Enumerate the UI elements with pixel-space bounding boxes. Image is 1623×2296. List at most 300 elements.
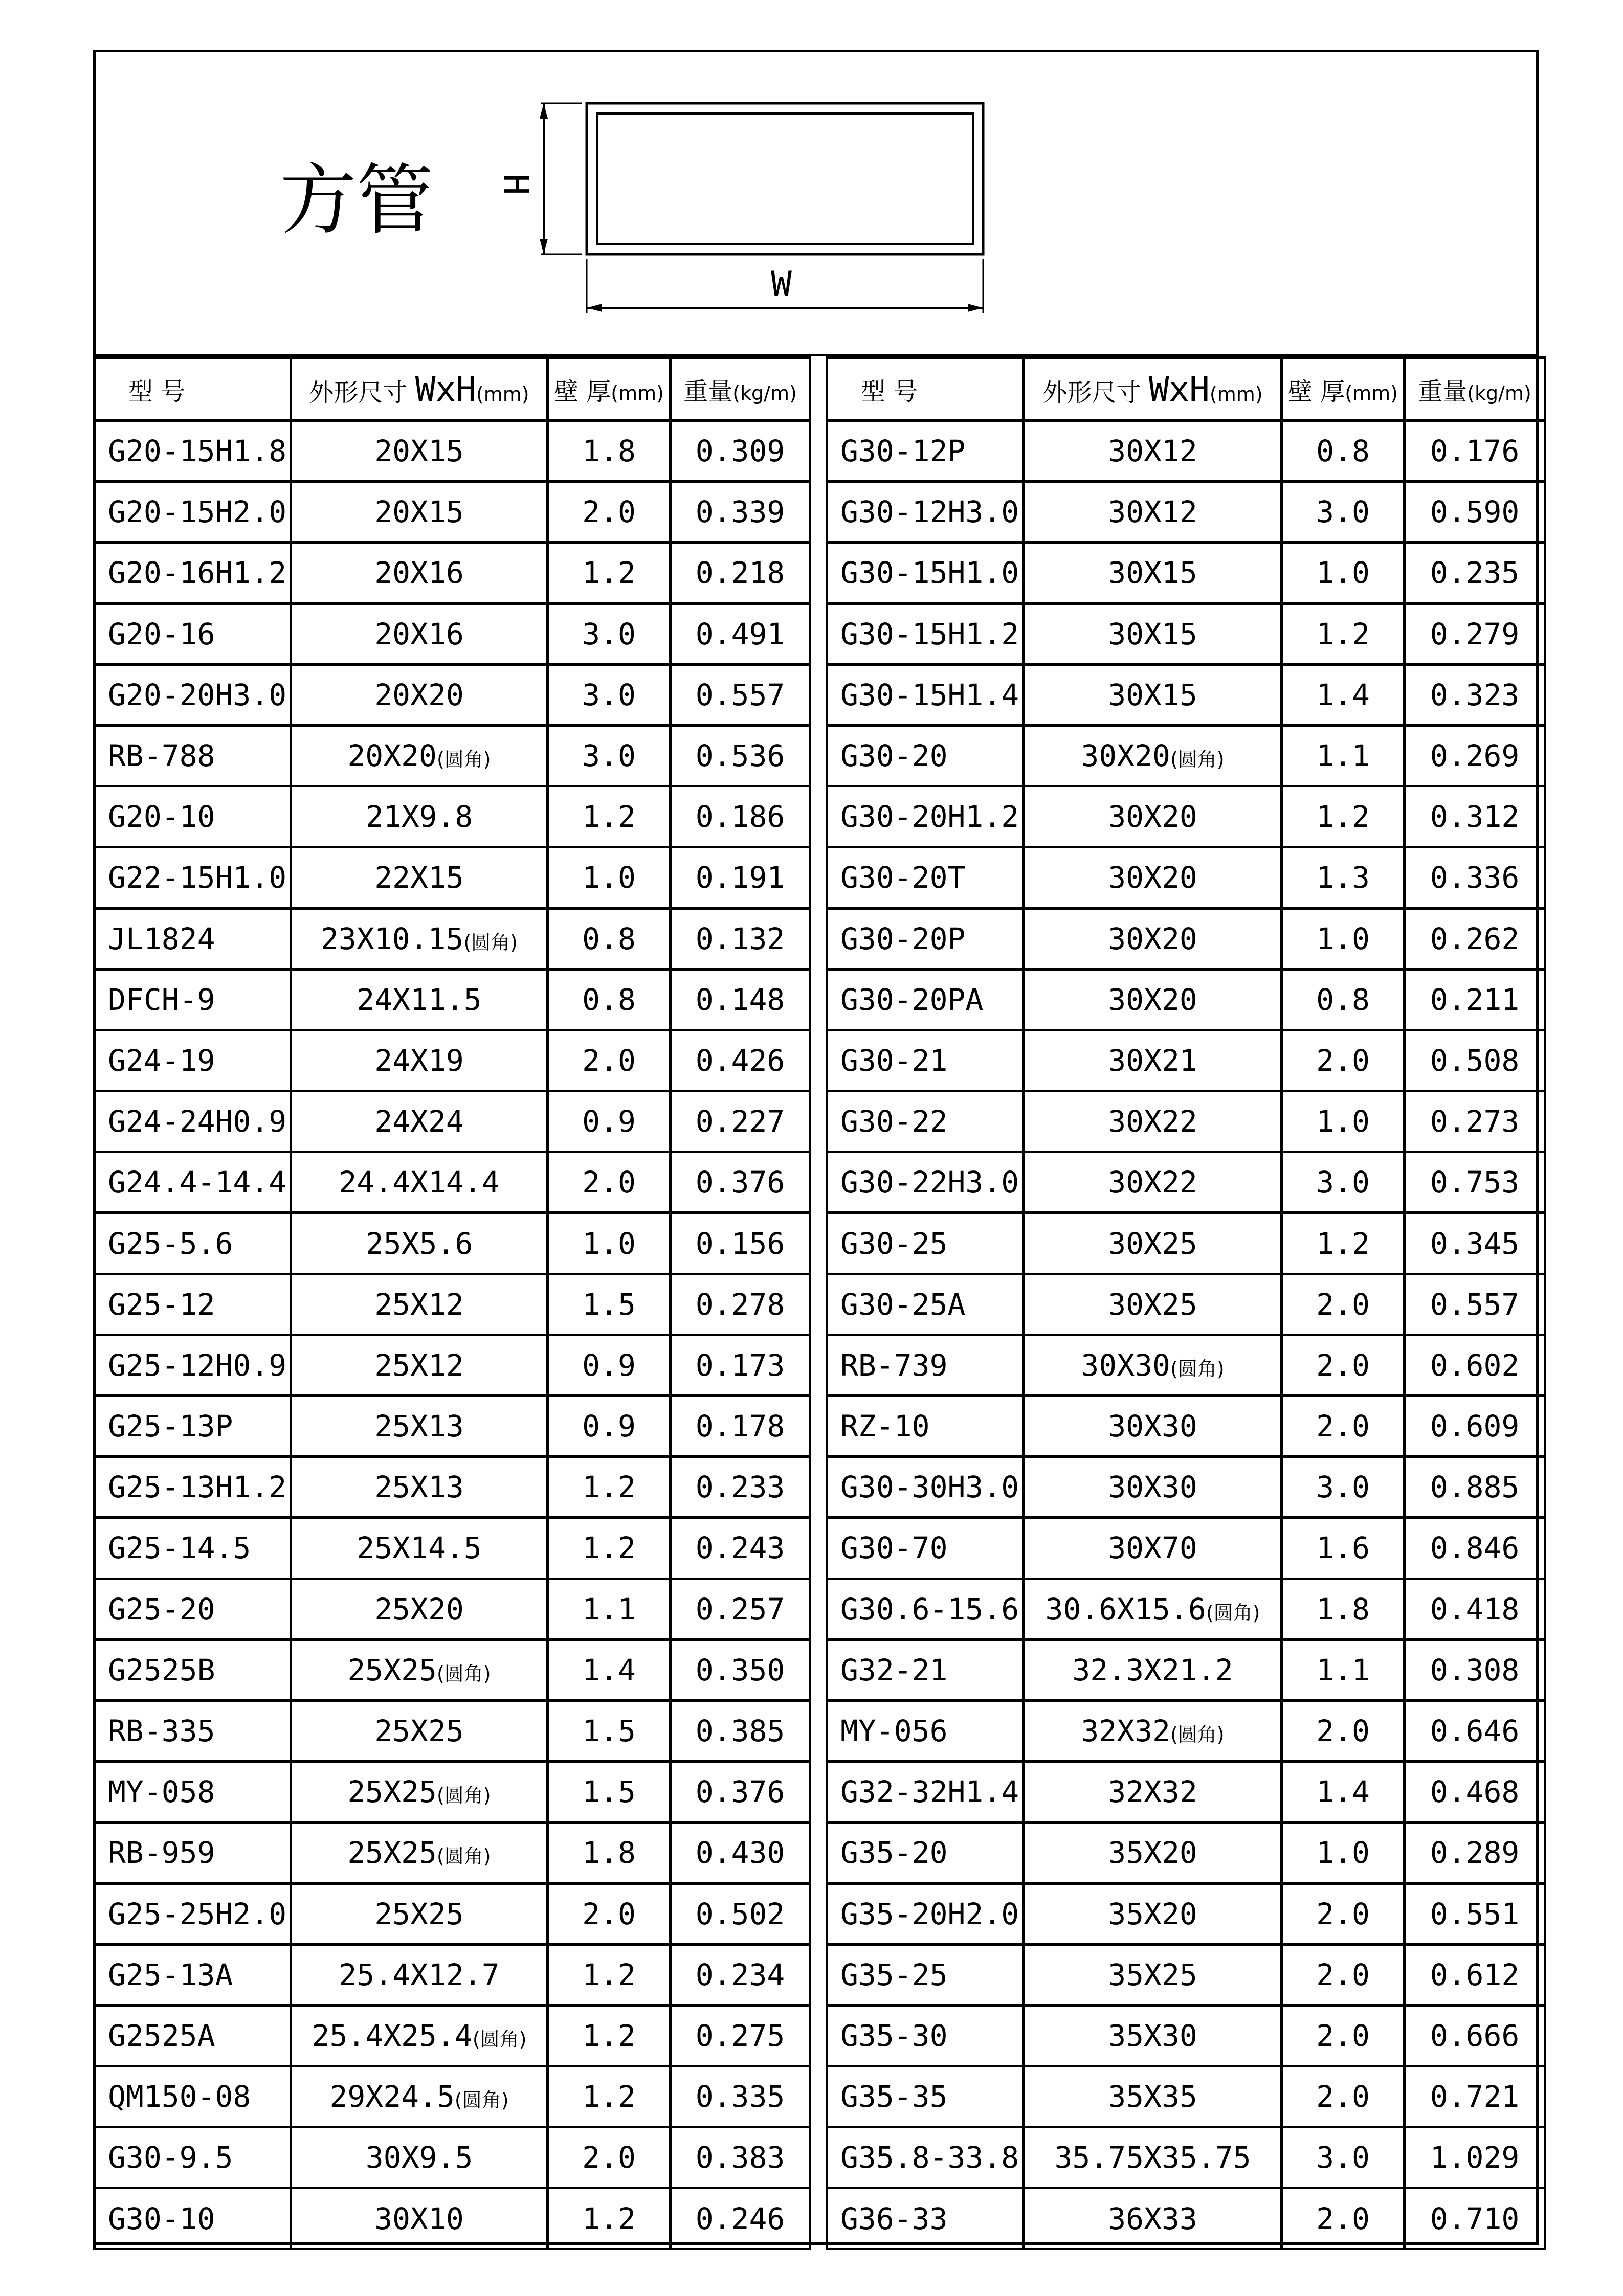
thickness-cell: 2.0 [1282, 1396, 1405, 1457]
model-cell: G32-21 [827, 1639, 1024, 1700]
size-cell: 25X13 [291, 1396, 548, 1457]
size-cell: 35X20 [1024, 1822, 1282, 1883]
model-cell: G30-20T [827, 847, 1024, 908]
table-row [95, 1396, 810, 1457]
weight-cell: 0.335 [671, 2066, 810, 2127]
size-cell: 20X20 [291, 664, 548, 725]
weight-cell: 0.430 [671, 1822, 810, 1883]
size-cell: 35X30 [1024, 2005, 1282, 2066]
weight-cell: 0.350 [671, 1639, 810, 1700]
weight-cell: 0.246 [671, 2188, 810, 2249]
thickness-cell: 1.8 [1282, 1579, 1405, 1639]
spec-tables [96, 356, 1536, 2247]
thickness-cell: 1.4 [1282, 664, 1405, 725]
weight-cell: 0.846 [1405, 1518, 1545, 1579]
table-row [827, 786, 1545, 847]
table-row [95, 1944, 810, 2005]
size-cell: 30X25 [1024, 1213, 1282, 1274]
weight-cell: 0.309 [671, 421, 810, 482]
thickness-cell: 2.0 [548, 1883, 671, 1944]
table-row [95, 1152, 810, 1213]
weight-cell: 0.176 [1405, 421, 1545, 482]
thickness-cell: 1.0 [1282, 908, 1405, 969]
thickness-cell: 1.4 [548, 1639, 671, 1700]
size-cell: 25X25 [291, 1883, 548, 1944]
weight-cell: 0.502 [671, 1883, 810, 1944]
model-cell: RB-788 [95, 725, 291, 786]
thickness-cell: 1.2 [548, 2066, 671, 2127]
thickness-cell: 1.2 [1282, 603, 1405, 664]
thickness-cell: 3.0 [1282, 2127, 1405, 2188]
table-row [827, 847, 1545, 908]
model-cell: G30-15H1.0 [827, 543, 1024, 603]
thickness-cell: 3.0 [1282, 482, 1405, 543]
round-corner-note: (圆角) [1206, 1601, 1260, 1624]
size-cell: 32.3X21.2 [1024, 1639, 1282, 1700]
right-spec-table [826, 356, 1546, 2250]
left-spec-table [93, 356, 811, 2250]
model-cell: RB-959 [95, 1822, 291, 1883]
model-cell: G24-24H0.9 [95, 1091, 291, 1152]
weight-cell: 0.257 [671, 1579, 810, 1639]
thickness-cell: 1.0 [1282, 543, 1405, 603]
model-cell: G20-16H1.2 [95, 543, 291, 603]
thickness-cell: 1.2 [548, 786, 671, 847]
weight-cell: 0.339 [671, 482, 810, 543]
size-cell: 25X13 [291, 1457, 548, 1518]
thickness-cell: 2.0 [548, 482, 671, 543]
weight-cell: 0.468 [1405, 1762, 1545, 1822]
model-cell: RB-335 [95, 1700, 291, 1761]
thickness-cell: 1.2 [548, 1518, 671, 1579]
table-row [95, 1579, 810, 1639]
size-cell: 35X25 [1024, 1944, 1282, 2005]
thickness-cell: 0.9 [548, 1396, 671, 1457]
thickness-cell: 2.0 [1282, 2005, 1405, 2066]
table-row [95, 725, 810, 786]
table-row [95, 1822, 810, 1883]
thickness-cell: 1.4 [1282, 1762, 1405, 1822]
model-cell: JL1824 [95, 908, 291, 969]
size-cell: 30X10 [291, 2188, 548, 2249]
round-corner-note: (圆角) [454, 2089, 509, 2112]
size-cell: 25X14.5 [291, 1518, 548, 1579]
thickness-cell: 0.8 [1282, 421, 1405, 482]
size-cell: 20X16 [291, 603, 548, 664]
weight-cell: 0.211 [1405, 969, 1545, 1030]
header-weight: 重量(kg/m) [671, 358, 810, 421]
header-thickness: 壁 厚(mm) [548, 358, 671, 421]
thickness-cell: 1.8 [548, 1822, 671, 1883]
model-cell: G25-20 [95, 1579, 291, 1639]
model-cell: G2525B [95, 1639, 291, 1700]
thickness-cell: 0.8 [548, 969, 671, 1030]
table-row [827, 1579, 1545, 1639]
size-cell: 35.75X35.75 [1024, 2127, 1282, 2188]
size-cell: 32X32 [1024, 1762, 1282, 1822]
model-cell: G30-15H1.4 [827, 664, 1024, 725]
table-row [827, 1700, 1545, 1761]
thickness-cell: 0.9 [548, 1091, 671, 1152]
thickness-cell: 2.0 [1282, 2188, 1405, 2249]
weight-cell: 0.609 [1405, 1396, 1545, 1457]
model-cell: G30-20PA [827, 969, 1024, 1030]
size-cell: 30X20 [1024, 786, 1282, 847]
table-row [827, 1639, 1545, 1700]
weight-cell: 0.612 [1405, 1944, 1545, 2005]
round-corner-note: (圆角) [1170, 1723, 1225, 1746]
model-cell: MY-056 [827, 1700, 1024, 1761]
weight-cell: 0.278 [671, 1274, 810, 1335]
model-cell: G30-25A [827, 1274, 1024, 1335]
model-cell: G35-30 [827, 2005, 1024, 2066]
table-row [95, 2005, 810, 2066]
table-row [95, 969, 810, 1030]
model-cell: G20-10 [95, 786, 291, 847]
size-cell: 30X22 [1024, 1091, 1282, 1152]
round-corner-note: (圆角) [436, 748, 491, 771]
weight-cell: 0.336 [1405, 847, 1545, 908]
model-cell: G35-35 [827, 2066, 1024, 2127]
header-size: 外形尺寸 WxH(mm) [291, 358, 548, 421]
width-label: W [771, 264, 792, 304]
table-row [827, 1822, 1545, 1883]
model-cell: G30-70 [827, 1518, 1024, 1579]
model-cell: G25-25H2.0 [95, 1883, 291, 1944]
size-cell: 22X15 [291, 847, 548, 908]
model-cell: G30.6-15.6 [827, 1579, 1024, 1639]
table-row [827, 421, 1545, 482]
thickness-cell: 3.0 [548, 725, 671, 786]
weight-cell: 0.289 [1405, 1822, 1545, 1883]
page-title: 方管 [280, 156, 434, 245]
model-cell: G25-12H0.9 [95, 1335, 291, 1395]
size-cell: 35X35 [1024, 2066, 1282, 2127]
size-cell: 30X20 [1024, 908, 1282, 969]
model-cell: RZ-10 [827, 1396, 1024, 1457]
model-cell: G30-20P [827, 908, 1024, 969]
model-cell: G30-20H1.2 [827, 786, 1024, 847]
weight-cell: 0.269 [1405, 725, 1545, 786]
weight-cell: 0.132 [671, 908, 810, 969]
weight-cell: 0.753 [1405, 1152, 1545, 1213]
model-cell: G20-16 [95, 603, 291, 664]
weight-cell: 0.646 [1405, 1700, 1545, 1761]
table-row [827, 482, 1545, 543]
table-row [95, 847, 810, 908]
thickness-cell: 1.1 [548, 1579, 671, 1639]
table-row [827, 2127, 1545, 2188]
weight-cell: 0.721 [1405, 2066, 1545, 2127]
weight-cell: 0.227 [671, 1091, 810, 1152]
thickness-cell: 1.1 [1282, 725, 1405, 786]
size-cell: 30.6X15.6(圆角) [1024, 1579, 1282, 1639]
weight-cell: 0.376 [671, 1152, 810, 1213]
model-cell: G25-13H1.2 [95, 1457, 291, 1518]
size-cell: 30X20 [1024, 847, 1282, 908]
table-row [827, 908, 1545, 969]
size-cell: 25X25 [291, 1700, 548, 1761]
round-corner-note: (圆角) [436, 1845, 491, 1868]
table-row [827, 1274, 1545, 1335]
weight-cell: 0.243 [671, 1518, 810, 1579]
table-row [95, 1335, 810, 1395]
table-row [827, 969, 1545, 1030]
weight-cell: 0.156 [671, 1213, 810, 1274]
model-cell: G30-10 [95, 2188, 291, 2249]
size-cell: 24.4X14.4 [291, 1152, 548, 1213]
weight-cell: 0.279 [1405, 603, 1545, 664]
table-row [827, 1335, 1545, 1395]
thickness-cell: 1.2 [1282, 786, 1405, 847]
size-cell: 24X24 [291, 1091, 548, 1152]
table-row [827, 1944, 1545, 2005]
thickness-cell: 3.0 [1282, 1457, 1405, 1518]
size-cell: 25X5.6 [291, 1213, 548, 1274]
weight-cell: 0.235 [1405, 543, 1545, 603]
header-model: 型 号 [827, 358, 1024, 421]
square-tube-diagram [96, 52, 1119, 359]
size-cell: 30X12 [1024, 482, 1282, 543]
table-row [95, 1883, 810, 1944]
size-cell: 21X9.8 [291, 786, 548, 847]
weight-cell: 0.191 [671, 847, 810, 908]
header-size: 外形尺寸 WxH(mm) [1024, 358, 1282, 421]
thickness-cell: 0.8 [548, 908, 671, 969]
thickness-cell: 3.0 [1282, 1152, 1405, 1213]
table-row [95, 1091, 810, 1152]
model-cell: G35-20 [827, 1822, 1024, 1883]
table-row [95, 1213, 810, 1274]
table-row [95, 1274, 810, 1335]
size-cell: 30X15 [1024, 603, 1282, 664]
spec-sheet-frame [93, 50, 1539, 2245]
thickness-cell: 1.2 [548, 543, 671, 603]
size-cell: 30X12 [1024, 421, 1282, 482]
round-corner-note: (圆角) [436, 1784, 491, 1807]
header-model: 型 号 [95, 358, 291, 421]
thickness-cell: 1.5 [548, 1274, 671, 1335]
table-row [827, 664, 1545, 725]
table-row [827, 1396, 1545, 1457]
size-cell: 30X21 [1024, 1030, 1282, 1091]
model-cell: G30-22H3.0 [827, 1152, 1024, 1213]
thickness-cell: 2.0 [1282, 2066, 1405, 2127]
model-cell: G30-20 [827, 725, 1024, 786]
table-row [95, 543, 810, 603]
size-cell: 36X33 [1024, 2188, 1282, 2249]
table-row [827, 1152, 1545, 1213]
height-label: H [495, 174, 536, 195]
model-cell: G22-15H1.0 [95, 847, 291, 908]
weight-cell: 0.308 [1405, 1639, 1545, 1700]
table-row [95, 1639, 810, 1700]
weight-cell: 0.178 [671, 1396, 810, 1457]
table-row [827, 1762, 1545, 1822]
size-cell: 20X15 [291, 421, 548, 482]
thickness-cell: 1.2 [548, 1944, 671, 2005]
thickness-cell: 1.6 [1282, 1518, 1405, 1579]
weight-cell: 0.345 [1405, 1213, 1545, 1274]
weight-cell: 0.557 [1405, 1274, 1545, 1335]
table-row [95, 1518, 810, 1579]
size-cell: 25.4X25.4(圆角) [291, 2005, 548, 2066]
table-row [95, 603, 810, 664]
size-cell: 30X20 [1024, 969, 1282, 1030]
size-cell: 30X9.5 [291, 2127, 548, 2188]
thickness-cell: 2.0 [1282, 1700, 1405, 1761]
weight-cell: 0.666 [1405, 2005, 1545, 2066]
size-cell: 25X20 [291, 1579, 548, 1639]
model-cell: G30-9.5 [95, 2127, 291, 2188]
size-cell: 30X20(圆角) [1024, 725, 1282, 786]
weight-cell: 0.312 [1405, 786, 1545, 847]
round-corner-note: (圆角) [1170, 1357, 1225, 1380]
model-cell: G35-20H2.0 [827, 1883, 1024, 1944]
model-cell: G2525A [95, 2005, 291, 2066]
weight-cell: 0.262 [1405, 908, 1545, 969]
thickness-cell: 1.0 [548, 1213, 671, 1274]
thickness-cell: 2.0 [1282, 1335, 1405, 1395]
thickness-cell: 2.0 [1282, 1883, 1405, 1944]
size-cell: 20X20(圆角) [291, 725, 548, 786]
table-row [827, 725, 1545, 786]
header-weight: 重量(kg/m) [1405, 358, 1545, 421]
weight-cell: 0.418 [1405, 1579, 1545, 1639]
thickness-cell: 2.0 [1282, 1030, 1405, 1091]
weight-cell: 0.233 [671, 1457, 810, 1518]
model-cell: G30-25 [827, 1213, 1024, 1274]
model-cell: G20-20H3.0 [95, 664, 291, 725]
model-cell: RB-739 [827, 1335, 1024, 1395]
size-cell: 25X25(圆角) [291, 1762, 548, 1822]
model-cell: G25-13P [95, 1396, 291, 1457]
thickness-cell: 2.0 [548, 2127, 671, 2188]
model-cell: DFCH-9 [95, 969, 291, 1030]
thickness-cell: 1.0 [1282, 1091, 1405, 1152]
weight-cell: 1.029 [1405, 2127, 1545, 2188]
table-row [827, 2188, 1545, 2249]
size-cell: 30X15 [1024, 543, 1282, 603]
model-cell: G35.8-33.8 [827, 2127, 1024, 2188]
table-row [95, 1030, 810, 1091]
table-row [95, 2066, 810, 2127]
weight-cell: 0.385 [671, 1700, 810, 1761]
table-row [95, 664, 810, 725]
thickness-cell: 2.0 [1282, 1944, 1405, 2005]
size-cell: 30X30(圆角) [1024, 1335, 1282, 1395]
round-corner-note: (圆角) [1170, 748, 1225, 771]
model-cell: QM150-08 [95, 2066, 291, 2127]
thickness-cell: 0.8 [1282, 969, 1405, 1030]
model-cell: MY-058 [95, 1762, 291, 1822]
size-cell: 24X19 [291, 1030, 548, 1091]
weight-cell: 0.491 [671, 603, 810, 664]
model-cell: G35-25 [827, 1944, 1024, 2005]
table-row [827, 543, 1545, 603]
model-cell: G30-12P [827, 421, 1024, 482]
size-cell: 30X22 [1024, 1152, 1282, 1213]
table-header-row [827, 358, 1545, 421]
size-cell: 23X10.15(圆角) [291, 908, 548, 969]
thickness-cell: 1.3 [1282, 847, 1405, 908]
model-cell: G20-15H2.0 [95, 482, 291, 543]
size-cell: 30X25 [1024, 1274, 1282, 1335]
thickness-cell: 0.9 [548, 1335, 671, 1395]
table-row [827, 1213, 1545, 1274]
thickness-cell: 1.5 [548, 1700, 671, 1761]
table-row [827, 603, 1545, 664]
table-row [95, 482, 810, 543]
size-cell: 25.4X12.7 [291, 1944, 548, 2005]
header-area [96, 52, 1536, 356]
size-cell: 30X30 [1024, 1457, 1282, 1518]
model-cell: G24.4-14.4 [95, 1152, 291, 1213]
thickness-cell: 1.1 [1282, 1639, 1405, 1700]
weight-cell: 0.323 [1405, 664, 1545, 725]
weight-cell: 0.383 [671, 2127, 810, 2188]
thickness-cell: 1.8 [548, 421, 671, 482]
thickness-cell: 1.2 [548, 1457, 671, 1518]
thickness-cell: 2.0 [548, 1152, 671, 1213]
size-cell: 25X12 [291, 1335, 548, 1395]
weight-cell: 0.536 [671, 725, 810, 786]
table-row [95, 421, 810, 482]
table-row [95, 1457, 810, 1518]
thickness-cell: 3.0 [548, 664, 671, 725]
thickness-cell: 1.5 [548, 1762, 671, 1822]
round-corner-note: (圆角) [472, 2028, 527, 2051]
size-cell: 32X32(圆角) [1024, 1700, 1282, 1761]
size-cell: 30X30 [1024, 1396, 1282, 1457]
model-cell: G25-14.5 [95, 1518, 291, 1579]
model-cell: G25-12 [95, 1274, 291, 1335]
model-cell: G20-15H1.8 [95, 421, 291, 482]
size-cell: 24X11.5 [291, 969, 548, 1030]
model-cell: G30-22 [827, 1091, 1024, 1152]
table-row [95, 2127, 810, 2188]
weight-cell: 0.186 [671, 786, 810, 847]
weight-cell: 0.710 [1405, 2188, 1545, 2249]
thickness-cell: 2.0 [1282, 1274, 1405, 1335]
weight-cell: 0.551 [1405, 1883, 1545, 1944]
table-row [827, 1518, 1545, 1579]
table-row [95, 1700, 810, 1761]
weight-cell: 0.557 [671, 664, 810, 725]
size-cell: 20X15 [291, 482, 548, 543]
weight-cell: 0.508 [1405, 1030, 1545, 1091]
size-cell: 25X25(圆角) [291, 1822, 548, 1883]
round-corner-note: (圆角) [436, 1662, 491, 1685]
size-cell: 30X15 [1024, 664, 1282, 725]
model-cell: G36-33 [827, 2188, 1024, 2249]
model-cell: G30-21 [827, 1030, 1024, 1091]
table-row [95, 786, 810, 847]
table-row [827, 1091, 1545, 1152]
model-cell: G32-32H1.4 [827, 1762, 1024, 1822]
size-cell: 30X70 [1024, 1518, 1282, 1579]
model-cell: G30-15H1.2 [827, 603, 1024, 664]
thickness-cell: 1.2 [548, 2188, 671, 2249]
table-row [827, 2066, 1545, 2127]
size-cell: 25X25(圆角) [291, 1639, 548, 1700]
weight-cell: 0.426 [671, 1030, 810, 1091]
weight-cell: 0.275 [671, 2005, 810, 2066]
thickness-cell: 1.2 [548, 2005, 671, 2066]
thickness-cell: 1.0 [548, 847, 671, 908]
model-cell: G24-19 [95, 1030, 291, 1091]
weight-cell: 0.273 [1405, 1091, 1545, 1152]
